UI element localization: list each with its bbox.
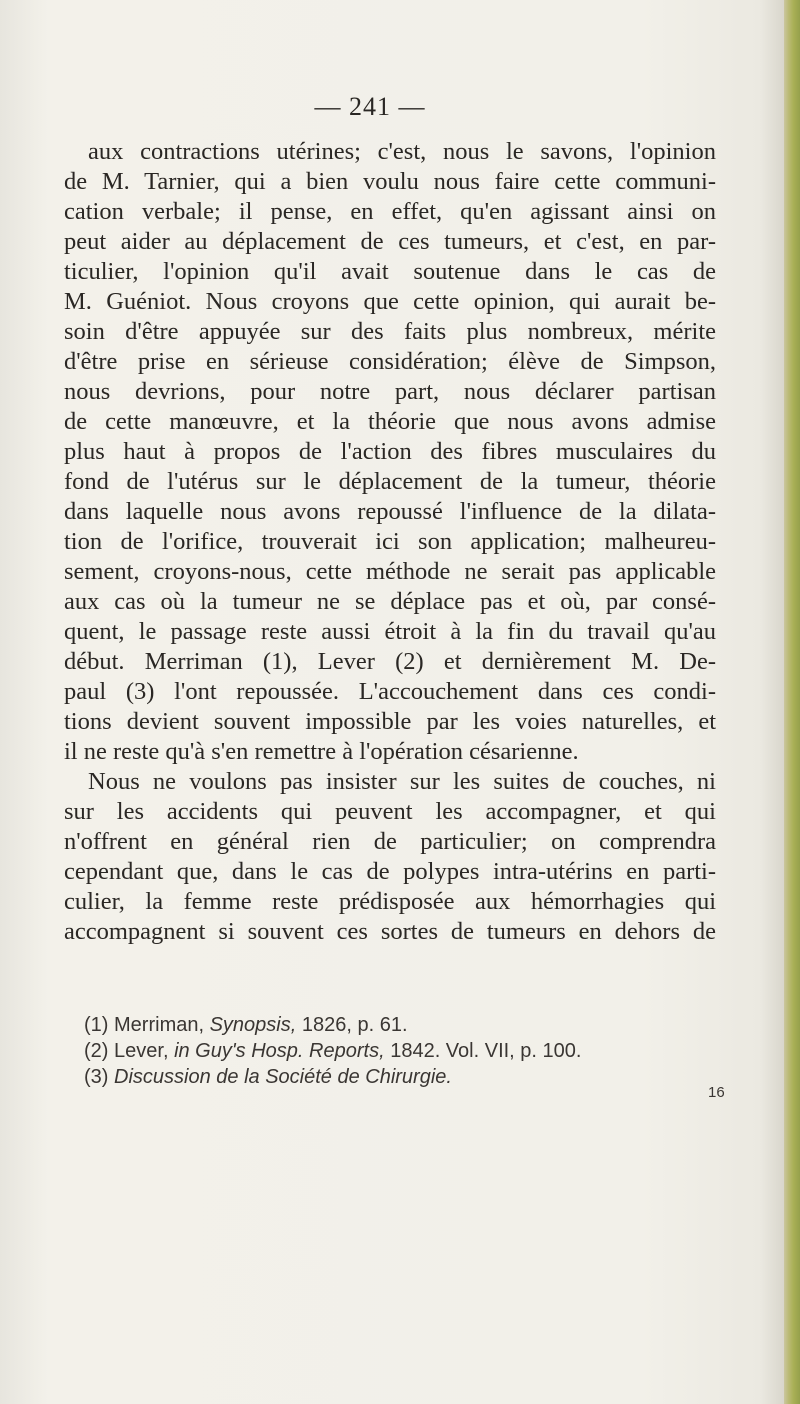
text-line: sur les accidents qui peuvent les accompagner, et qui [64, 798, 716, 825]
footnote-number: (3) [84, 1066, 109, 1088]
text-line: tions devient souvent impossible par les voies naturelles, et [64, 708, 716, 735]
text-line: aux cas où la tumeur ne se déplace pas et où, par consé- [64, 588, 716, 615]
binding-edge [784, 0, 800, 1404]
footnote-detail: 1842. Vol. VII, p. 100. [390, 1040, 582, 1062]
text-line: n'offrent en général rien de particulier; on comprendra [64, 828, 716, 855]
footnote-title: Discussion de la Société de Chirurgie. [114, 1066, 452, 1088]
text-line: accompagnent si souvent ces sortes de tumeurs en dehors de [64, 918, 716, 945]
text-line: Nous ne voulons pas insister sur les suites de couches, ni [88, 768, 716, 795]
footnote [84, 1064, 724, 1090]
text-line: dans laquelle nous avons repoussé l'influence de la dilata- [64, 498, 716, 525]
page-number: — 241 — [314, 92, 426, 121]
text-line: nous devrions, pour notre part, nous déclarer partisan [64, 378, 716, 405]
text-line: tion de l'orifice, trouverait ici son application; malheureu- [64, 528, 716, 555]
text-line: de cette manœuvre, et la théorie que nous avons admise [64, 408, 716, 435]
text-line: il ne reste qu'à s'en remettre à l'opération césarienne. [64, 738, 579, 765]
footnote-number: (2) [84, 1040, 109, 1062]
text-line: quent, le passage reste aussi étroit à la fin du travail qu'au [64, 618, 716, 645]
footnote-author: Lever, [114, 1040, 169, 1062]
text-line: plus haut à propos de l'action des fibres musculaires du [64, 438, 716, 465]
footnote-author: Merriman, [114, 1014, 205, 1036]
text-line: ticulier, l'opinion qu'il avait soutenue dans le cas de [64, 258, 716, 285]
text-line: de M. Tarnier, qui a bien voulu nous faire cette communi- [64, 168, 716, 195]
text-line: paul (3) l'ont repoussée. L'accouchement dans ces condi- [64, 678, 716, 705]
text-line: culier, la femme reste prédisposée aux hémorrhagies qui [64, 888, 716, 915]
text-line: M. Guéniot. Nous croyons que cette opinion, qui aurait be- [64, 288, 716, 315]
footnote-title: Synopsis, [209, 1014, 297, 1036]
text-line: début. Merriman (1), Lever (2) et dernièrement M. De- [64, 648, 716, 675]
footnote [84, 1012, 724, 1038]
text-line: fond de l'utérus sur le déplacement de la tumeur, théorie [64, 468, 716, 495]
text-line: d'être prise en sérieuse considération; élève de Simpson, [64, 348, 716, 375]
footnote [84, 1038, 724, 1064]
footnote-detail: 1826, p. 61. [301, 1014, 408, 1036]
text-line: soin d'être appuyée sur des faits plus nombreux, mérite [64, 318, 716, 345]
text-line: cependant que, dans le cas de polypes intra-utérins en parti- [64, 858, 716, 885]
footnote-number: (1) [84, 1014, 109, 1036]
footnote-title: in Guy's Hosp. Reports, [174, 1040, 385, 1062]
text-line: cation verbale; il pense, en effet, qu'en agissant ainsi on [64, 198, 716, 225]
text-line: sement, croyons-nous, cette méthode ne serait pas applicable [64, 558, 716, 585]
signature-mark: 16 [708, 1084, 725, 1101]
text-line: aux contractions utérines; c'est, nous le savons, l'opinion [88, 138, 716, 165]
text-line: peut aider au déplacement de ces tumeurs, et c'est, en par- [64, 228, 716, 255]
